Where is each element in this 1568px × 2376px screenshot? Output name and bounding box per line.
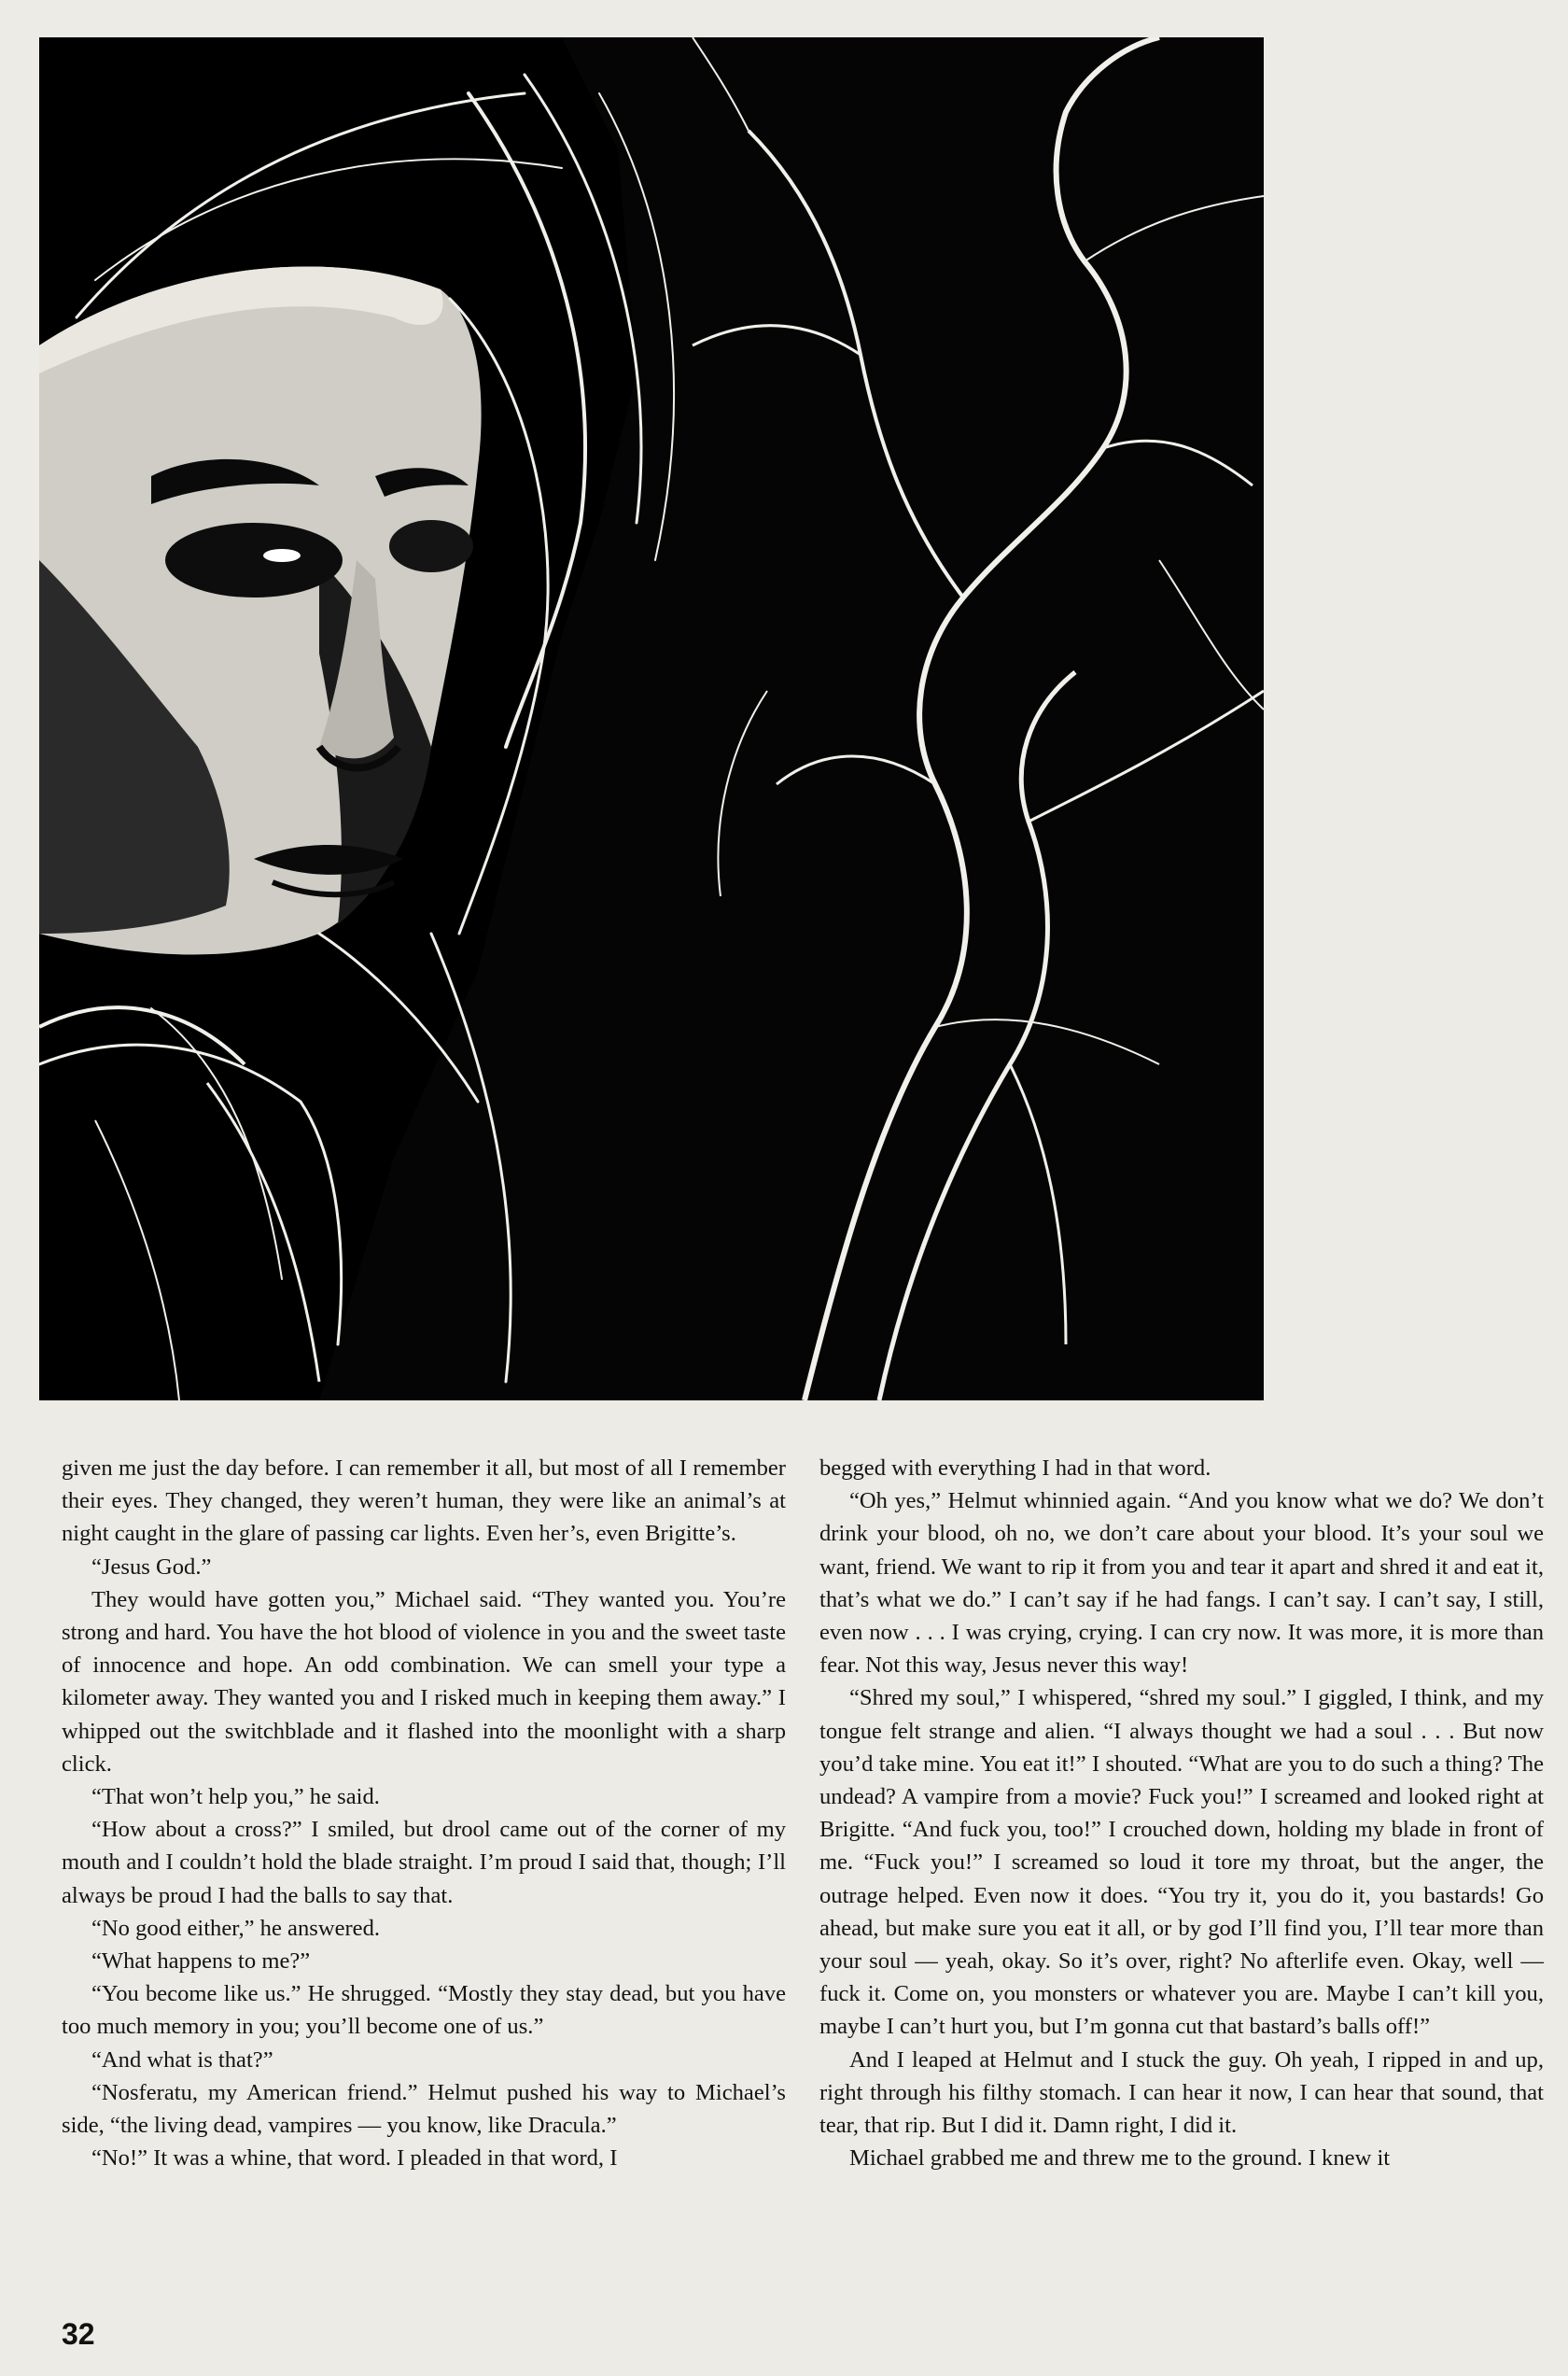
vampire-illustration <box>39 37 1264 1400</box>
scratchboard-drawing <box>39 37 1264 1400</box>
paragraph: And I leaped at Helmut and I stuck the guy. Oh yeah, I ripped in and up, right through his filthy stomach. I can hear it now, I can hear that sound, that tear, that rip. But I did it. Damn right, I did it. <box>819 2046 1544 2139</box>
paragraph: “Jesus God.” <box>91 1554 212 1580</box>
paragraph: “Oh yes,” Helmut whinnied again. “And you know what we do? We don’t drink your blood, oh no, we don’t care about your blood. It’s your soul we want, friend. We want to rip it from you and tear it apart and shred it and eat it, that’s what we do.” I can’t say if he had fangs. I can’t say. I can’t say, I still, even now . . . I was crying, crying. I can cry now. It was more, it is more than fear. Not this way, Jesus never this way! <box>819 1488 1544 1679</box>
paragraph: “What happens to me?” <box>91 1948 311 1975</box>
paragraph: given me just the day before. I can remember it all, but most of all I remember their eyes. They changed, they weren’t human, they were like an animal’s at night caught in the glare of passing car lights. Even her’s, even Brigitte’s. <box>62 1455 786 1547</box>
paragraph: begged with everything I had in that word. <box>819 1455 1211 1481</box>
paragraph: “No good either,” he answered. <box>91 1915 381 1941</box>
paragraph: “You become like us.” He shrugged. “Mostly they stay dead, but you have too much memory in you; you’ll become one of us.” <box>62 1981 786 2040</box>
paragraph: “Nosferatu, my American friend.” Helmut pushed his way to Michael’s side, “the living dead, vampires — you know, like Dracula.” <box>62 2079 786 2139</box>
paragraph: “Shred my soul,” I whispered, “shred my soul.” I giggled, I think, and my tongue felt strange and alien. “I always thought we had a soul . . . But now you’d take mine. You eat it!” I shouted. “What are you to do such a thing? The undead? A vampire from a movie? Fuck you!” I screamed and looked right at Brigitte. “And fuck you, too!” I crouched down, holding my blade in front of me. “Fuck you!” I screamed so loud it tore my throat, but the anger, the outrage helped. Even now it does. “You try it, you do it, you bastards! Go ahead, but make sure you eat it all, or by god I’ll find you, I’ll tear more than your soul — yeah, okay. So it’s over, right? No afterlife even. Okay, well — fuck it. Come on, you monsters or whatever you are. Maybe I can’t kill you, maybe I can’t hurt you, but I’m gonna cut that bastard’s balls off!” <box>819 1685 1544 2040</box>
paragraph: Michael grabbed me and threw me to the ground. I knew it <box>849 2145 1391 2172</box>
text-column-left <box>62 1452 786 2174</box>
text-column-right <box>819 1452 1544 2174</box>
page-number: 32 <box>62 2317 95 2351</box>
paragraph: “No!” It was a whine, that word. I pleaded in that word, I <box>91 2145 618 2172</box>
paragraph: They would have gotten you,” Michael said. “They wanted you. You’re strong and hard. You have the hot blood of violence in you and the sweet taste of innocence and hope. An odd combination. We can smell your type a kilometer away. They wanted you and I risked much in keeping them away.” I whipped out the switchblade and it flashed into the moonlight with a sharp click. <box>62 1586 786 1777</box>
paragraph: “How about a cross?” I smiled, but drool came out of the corner of my mouth and I couldn’t hold the blade straight. I’m proud I said that, though; I’ll always be proud I had the balls to say that. <box>62 1817 786 1908</box>
gnarled-tree <box>693 37 1264 1400</box>
paragraph: “And what is that?” <box>91 2046 273 2073</box>
paragraph: “That won’t help you,” he said. <box>91 1784 380 1810</box>
